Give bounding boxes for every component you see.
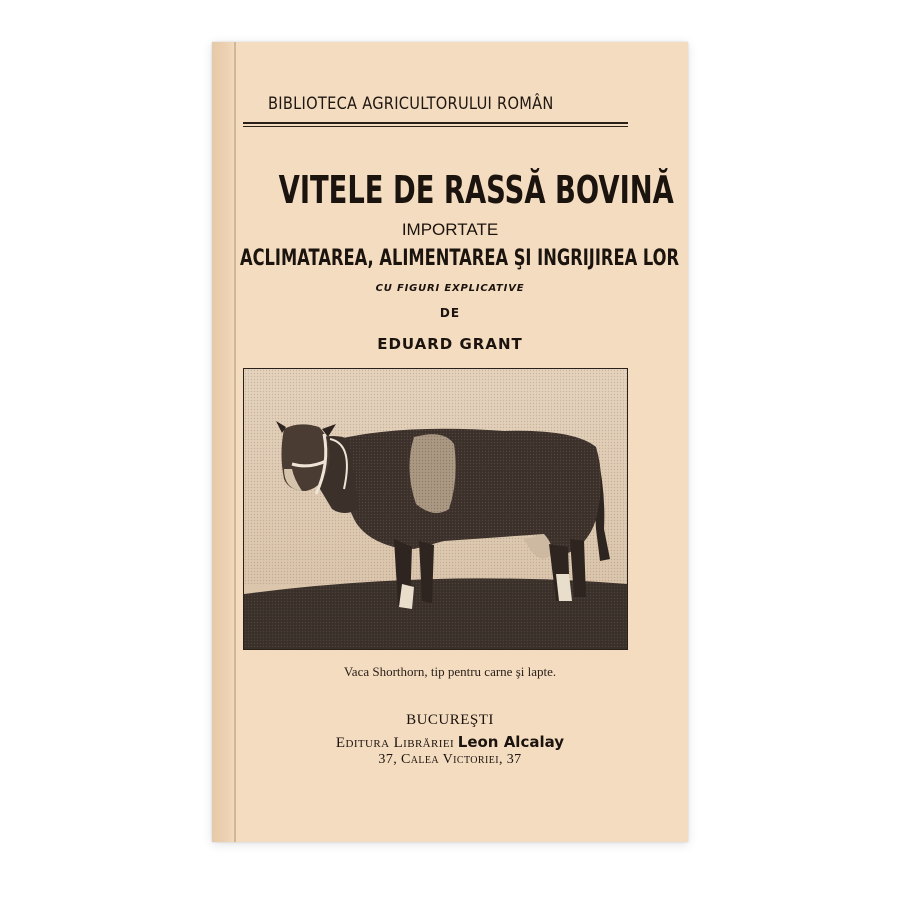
cow-photograph bbox=[243, 368, 628, 650]
author-name: EDUARD GRANT bbox=[377, 335, 523, 353]
publisher-name: Leon Alcalay bbox=[457, 733, 565, 751]
imprint-city: BUCUREŞTI bbox=[406, 712, 494, 728]
imprint-address: 37, Calea Victoriei, 37 bbox=[378, 752, 522, 767]
subtitle: IMPORTATE bbox=[401, 220, 499, 239]
photo-caption: Vaca Shorthorn, tip pentru carne şi lapte. bbox=[343, 664, 557, 679]
publisher-prefix: Editura Librăriei bbox=[335, 735, 455, 751]
series-rule-thin bbox=[243, 126, 628, 127]
subtitle-topics: ACLIMATAREA, ALIMENTAREA ŞI INGRIJIREA LOR bbox=[240, 246, 680, 271]
by-line: DE bbox=[439, 306, 461, 320]
series-rule-thick bbox=[243, 122, 628, 124]
book-title: VITELE DE RASSĂ BOVINĂ bbox=[278, 168, 674, 212]
figures-note: CU FIGURI EXPLICATIVE bbox=[375, 283, 525, 294]
imprint-publisher bbox=[212, 733, 688, 752]
cow-photograph-icon bbox=[244, 369, 627, 649]
series-title: BIBLIOTECA AGRICULTORULUI ROMÂN bbox=[268, 94, 554, 114]
